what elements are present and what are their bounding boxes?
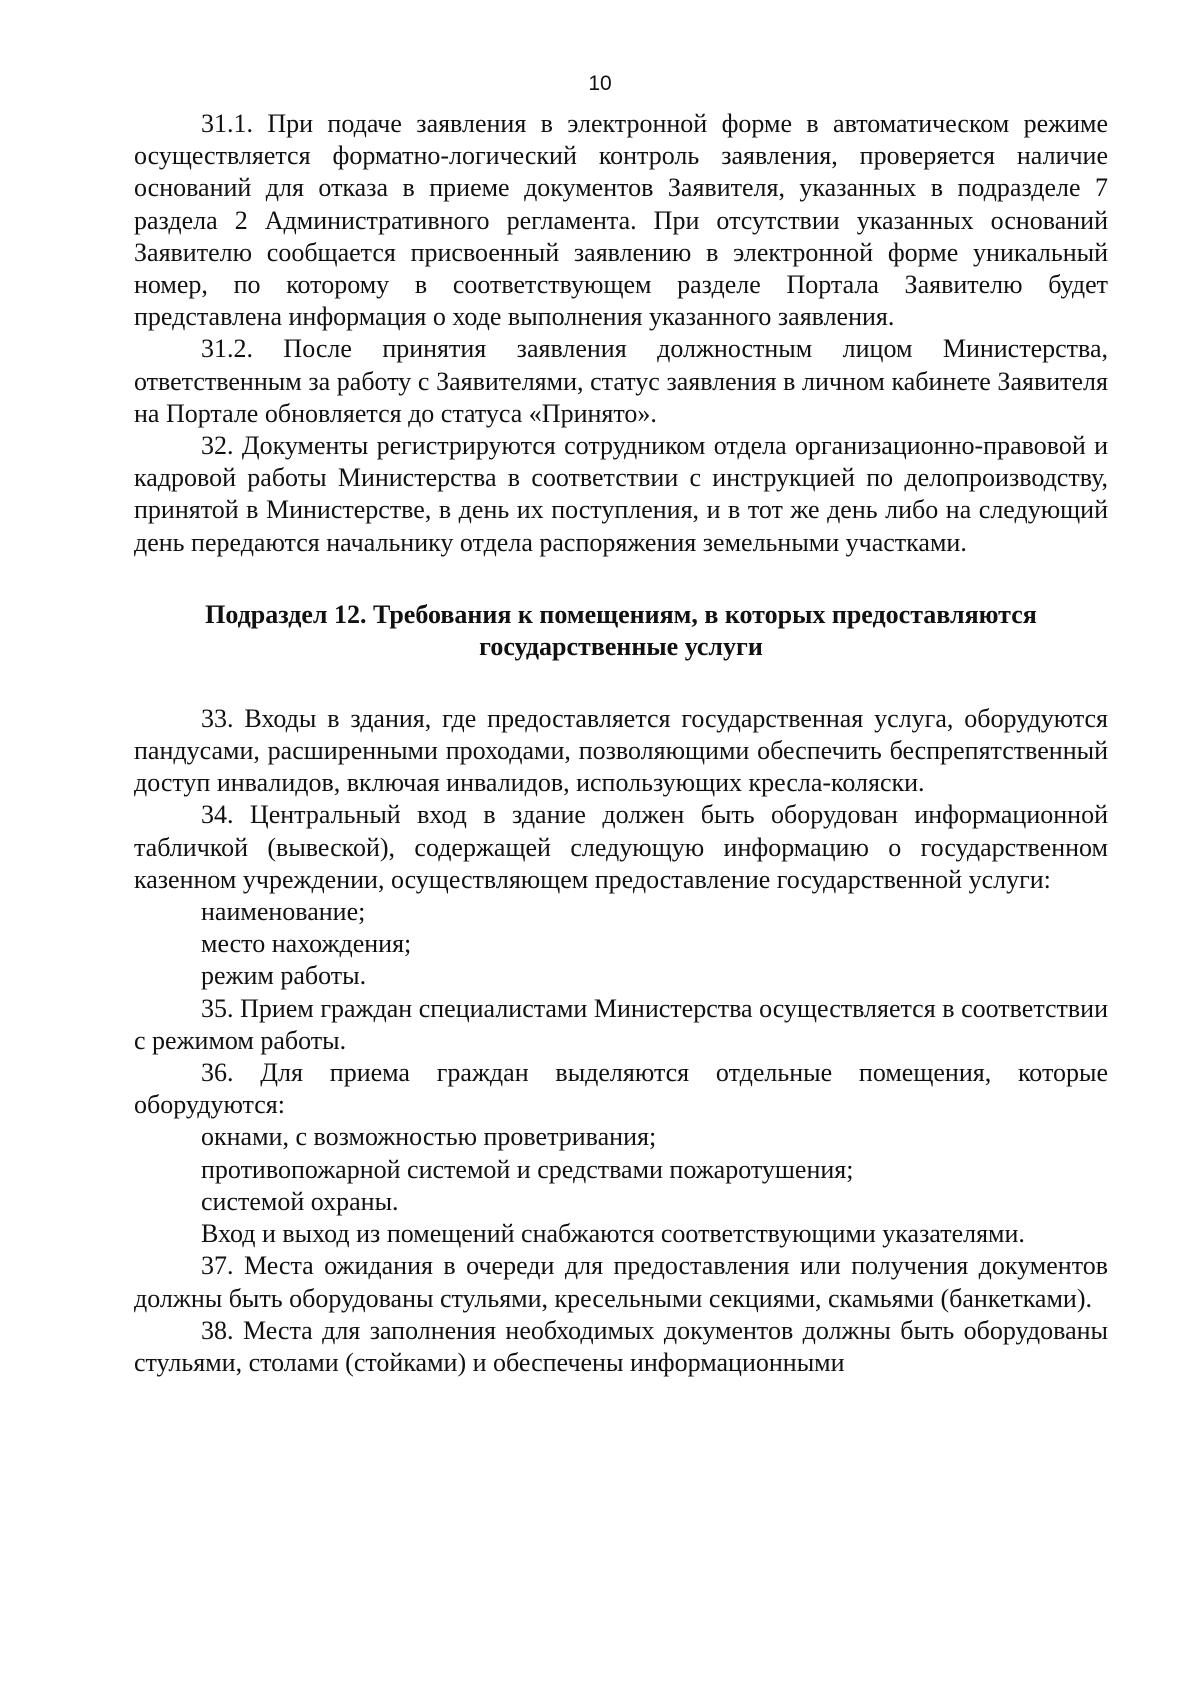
subsection-heading-line-1: Подраздел 12. Требования к помещениям, в которых предоставляются xyxy=(205,599,1037,629)
list-item: окнами, с возможностью проветривания; xyxy=(201,1122,657,1152)
paragraph-37: 37. Места ожидания в очереди для предоставления или получения документов должны быть оборудованы стульями, кресельными секциями, скамьями (банкетками). xyxy=(134,1251,1108,1313)
list-item: противопожарной системой и средствами пожаротушения; xyxy=(201,1154,854,1184)
subsection-heading-line-2: государственные услуги xyxy=(479,631,763,661)
paragraph-34: 34. Центральный вход в здание должен быть оборудован информационной табличкой (вывеской), содержащей следующую информацию о государственном казенном учреждении, осуществляющем предоставление государственной услуги: xyxy=(134,800,1108,894)
paragraph-31-2: 31.2. После принятия заявления должностным лицом Министерства, ответственным за работу с Заявителями, статус заявления в личном кабинете Заявителя на Портале обновляется до статуса «Принято». xyxy=(134,334,1108,428)
list-item: наименование; xyxy=(201,897,366,927)
paragraph-31-1: 31.1. При подаче заявления в электронной форме в автоматическом режиме осуществляется форматно-логический контроль заявления, проверяется наличие оснований для отказа в приеме документов Заявителя, указанных в подразделе 7 раздела 2 Административного регламента. При отсутствии указанных оснований Заявителю сообщается присвоенный заявлению в электронной форме уникальный номер, по которому в соответствующем разделе Портала Заявителю будет представлена информация о ходе выполнения указанного заявления. xyxy=(134,109,1108,332)
paragraph-36-exit: Вход и выход из помещений снабжаются соответствующими указателями. xyxy=(201,1219,1025,1249)
paragraph-36: 36. Для приема граждан выделяются отдельные помещения, которые оборудуются: xyxy=(134,1058,1108,1120)
paragraph-38: 38. Места для заполнения необходимых документов должны быть оборудованы стульями, столами (стойками) и обеспечены информационными xyxy=(134,1315,1108,1377)
subsection-heading xyxy=(134,599,1108,663)
paragraph-32: 32. Документы регистрируются сотрудником отдела организационно-правовой и кадровой работы Министерства в соответствии с инструкцией по делопроизводству, принятой в Министерстве, в день их поступления, и в тот же день либо на следующий день передаются начальнику отдела распоряжения земельными участками. xyxy=(134,431,1108,557)
paragraph-35: 35. Прием граждан специалистами Министерства осуществляется в соответствии с режимом работы. xyxy=(134,993,1108,1055)
page-number: 10 xyxy=(588,72,612,95)
document-body xyxy=(134,108,1108,1379)
list-item: системой охраны. xyxy=(201,1186,399,1216)
list-item: режим работы. xyxy=(201,961,367,991)
list-item: место нахождения; xyxy=(201,929,412,959)
paragraph-33: 33. Входы в здания, где предоставляется государственная услуга, оборудуются пандусами, расширенными проходами, позволяющими обеспечить беспрепятственный доступ инвалидов, включая инвалидов, использующих кресла-коляски. xyxy=(134,703,1108,798)
